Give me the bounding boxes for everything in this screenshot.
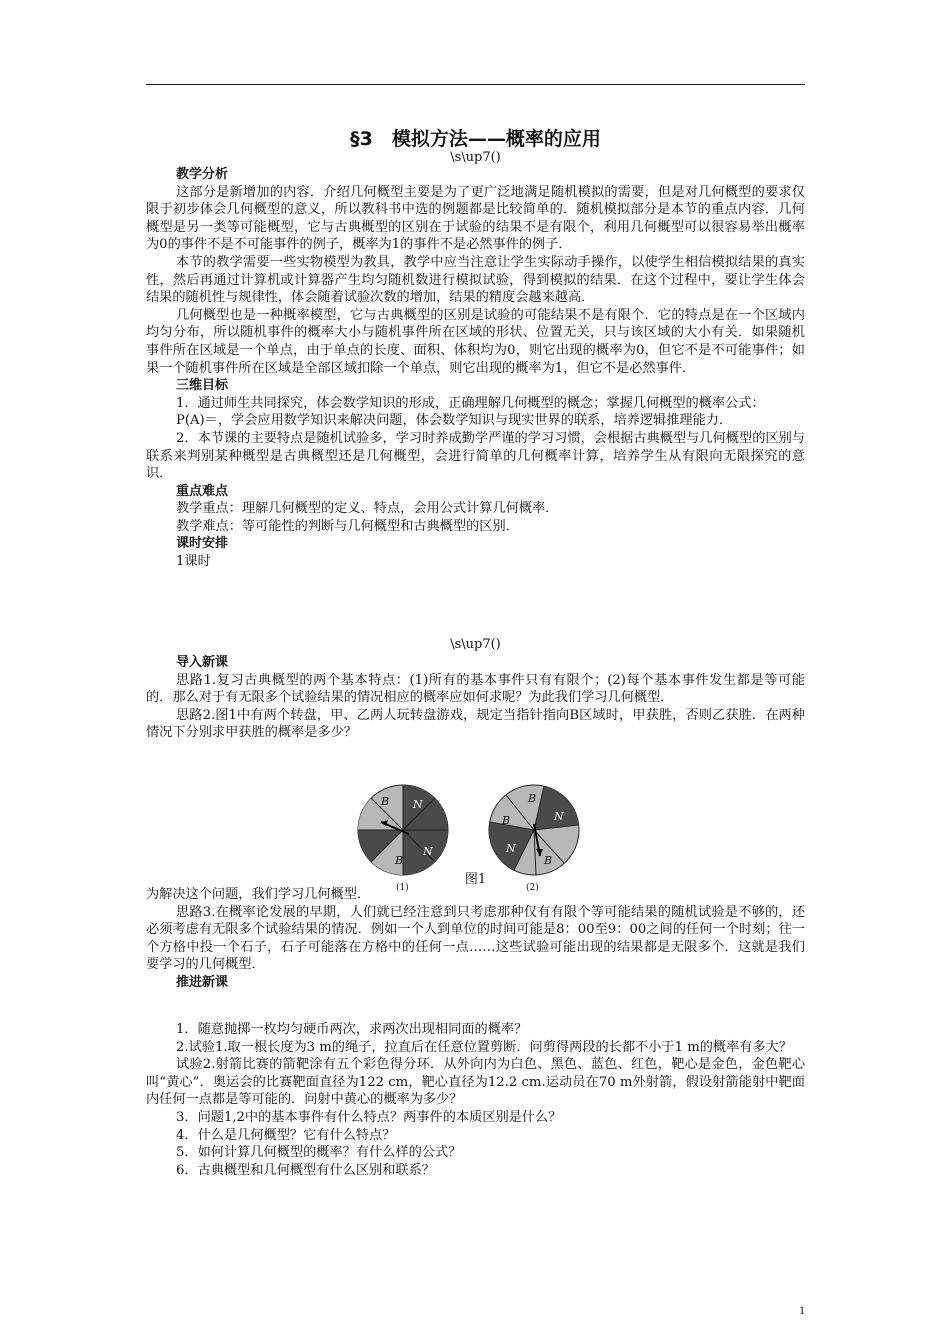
region-label: N	[423, 845, 433, 858]
paragraph: 几何概型也是一种概率模型，它与古典概型的区别是试验的可能结果不是有限个．它的特点是在一个区域内均匀分布，所以随机事件的概率大小与随机事件所在区域的形状、位置无关，只与该区域的大小有关．如果随机事件所在区域是一个单点，由于单点的长度、面积、体积均为0，则它出现的概率为0，但它不是不可能事件；如果一个随机事件所在区域是全部区域扣除一个单点，则它出现的概率为1，但它不是必然事件．	[146, 307, 805, 376]
region-label: B	[381, 795, 390, 808]
paragraph: 思路2.图1中有两个转盘，甲、乙两人玩转盘游戏，规定当指针指向B区域时，甲获胜，否则乙获胜．在两种情况下分别求甲获胜的概率是多少？	[146, 707, 805, 741]
paragraph: 思路3.在概率论发展的早期，人们就已经注意到只考虑那种仅有有限个等可能结果的随机试验是不够的，还必须考虑有无限多个试验结果的情况．例如一个人到单位的时间可能是8：00至9：00之间的任何一个时刻；往一个方格中投一个石子，石子可能落在方格中的任何一点……这些试验可能出现的结果都是无限多个．这就是我们要学习的几何概型．	[146, 904, 805, 973]
section-heading: 重点难点	[176, 483, 229, 499]
field-code: \s\up7()	[450, 150, 501, 165]
header-rule	[146, 84, 805, 85]
paragraph: 2．本节课的主要特点是随机试验多，学习时养成勤学严谨的学习习惯，会根据古典概型与几何概型的区别与联系来判别某种概型是古典概型还是几何概型，会进行简单的几何概率计算，培养学生从有限向无限探究的意识．	[146, 430, 805, 482]
section-heading: 教学分析	[176, 167, 229, 182]
after-figure-section	[146, 886, 805, 992]
section-heading: 导入新课	[176, 655, 229, 670]
region-label: N	[506, 842, 516, 855]
figure-label: (1)	[396, 883, 409, 893]
region-label: N	[554, 810, 564, 823]
region-label: B	[544, 854, 553, 867]
paragraph: 这部分是新增加的内容．介绍几何概型主要是为了更广泛地满足随机模拟的需要，但是对几何概型的要求仅限于初步体会几何概型的意义，所以教科书中选的例题都是比较简单的．随机模拟部分是本节的重点内容．几何概型是另一类等可能概型，它与古典概型的区别在于试验的结果不是有限个，利用几何概型可以很容易举出概率为0的事件不是不可能事件的例子，概率为1的事件不是必然事件的例子．	[146, 184, 805, 253]
paragraph: 思路1.复习古典概型的两个基本特点：(1)所有的基本事件只有有限个；(2)每个基本事件发生都是等可能的．那么对于有无限多个试验结果的情况相应的概率应如何求呢？为此我们学习几何概型．	[146, 672, 805, 706]
region-label: B	[395, 854, 404, 867]
paragraph: 教学难点：等可能性的判断与几何概型和古典概型的区别．	[176, 518, 519, 534]
question-item: 6．古典概型和几何概型有什么区别和联系？	[176, 1162, 435, 1178]
question-item: 3．问题1,2中的基本事件有什么特点？两事件的本质区别是什么？	[176, 1109, 562, 1125]
figure-caption: 图1	[464, 872, 487, 887]
figure-label: (2)	[526, 883, 539, 893]
field-code: \s\up7()	[450, 637, 501, 652]
paragraph: 1．通过师生共同探究，体会数学知识的形成，正确理解几何概型的概念；掌握几何概型的概率公式：	[176, 395, 765, 411]
paragraph: 1课时	[176, 554, 211, 570]
spinner-1	[358, 785, 448, 875]
section-heading: 课时安排	[176, 536, 229, 552]
region-label: B	[502, 814, 511, 827]
question-item: 1．随意抛掷一枚均匀硬币两次，求两次出现相同面的概率？	[176, 1022, 528, 1037]
paragraph: 为解决这个问题，我们学习几何概型．	[146, 887, 371, 902]
page-number: 1	[799, 1303, 805, 1317]
questions-section	[146, 1021, 805, 1179]
section-heading: 三维目标	[176, 378, 229, 394]
formula-paragraph: P(A)＝，学会应用数学知识来解决问题，体会数学知识与现实世界的联系，培养逻辑推理能力．	[176, 413, 733, 429]
paragraph: 本节的教学需要一些实物模型为教具，教学中应当注意让学生实际动手操作，以使学生相信模拟结果的真实性，然后再通过计算机或计算器产生均匀随机数进行模拟试验，得到模拟的结果．在这个过程中，要让学生体会结果的随机性与规律性，体会随着试验次数的增加，结果的精度会越来越高．	[146, 254, 805, 306]
region-label: B	[528, 792, 537, 805]
question-item: 试验2.射箭比赛的箭靶涂有五个彩色得分环．从外向内为白色、黑色、蓝色、红色，靶心是金色，金色靶心叫“黄心”．奥运会的比赛靶面直径为122 cm，靶心直径为12.2 cm.运动员在70 m外射箭，假设射箭能射中靶面内任何一点都是等可能的．问射中黄心的概率为多少？	[146, 1057, 805, 1108]
analysis-section	[146, 166, 805, 571]
intro-section	[146, 654, 805, 742]
question-item: 5．如何计算几何概型的概率？有什么样的公式？	[176, 1145, 462, 1161]
paragraph: 教学重点：理解几何概型的定义、特点，会用公式计算几何概率．	[176, 501, 559, 517]
question-item: 2.试验1.取一根长度为3 m的绳子，拉直后在任意位置剪断．问剪得两段的长都不小于1 m的概率有多大？	[176, 1039, 793, 1055]
region-label: N	[413, 798, 423, 811]
page-title: §3 模拟方法——概率的应用	[350, 128, 601, 150]
question-item: 4．什么是几何概型？它有什么特点？	[176, 1127, 396, 1143]
spinner-2	[489, 785, 579, 875]
section-heading: 推进新课	[176, 974, 229, 990]
